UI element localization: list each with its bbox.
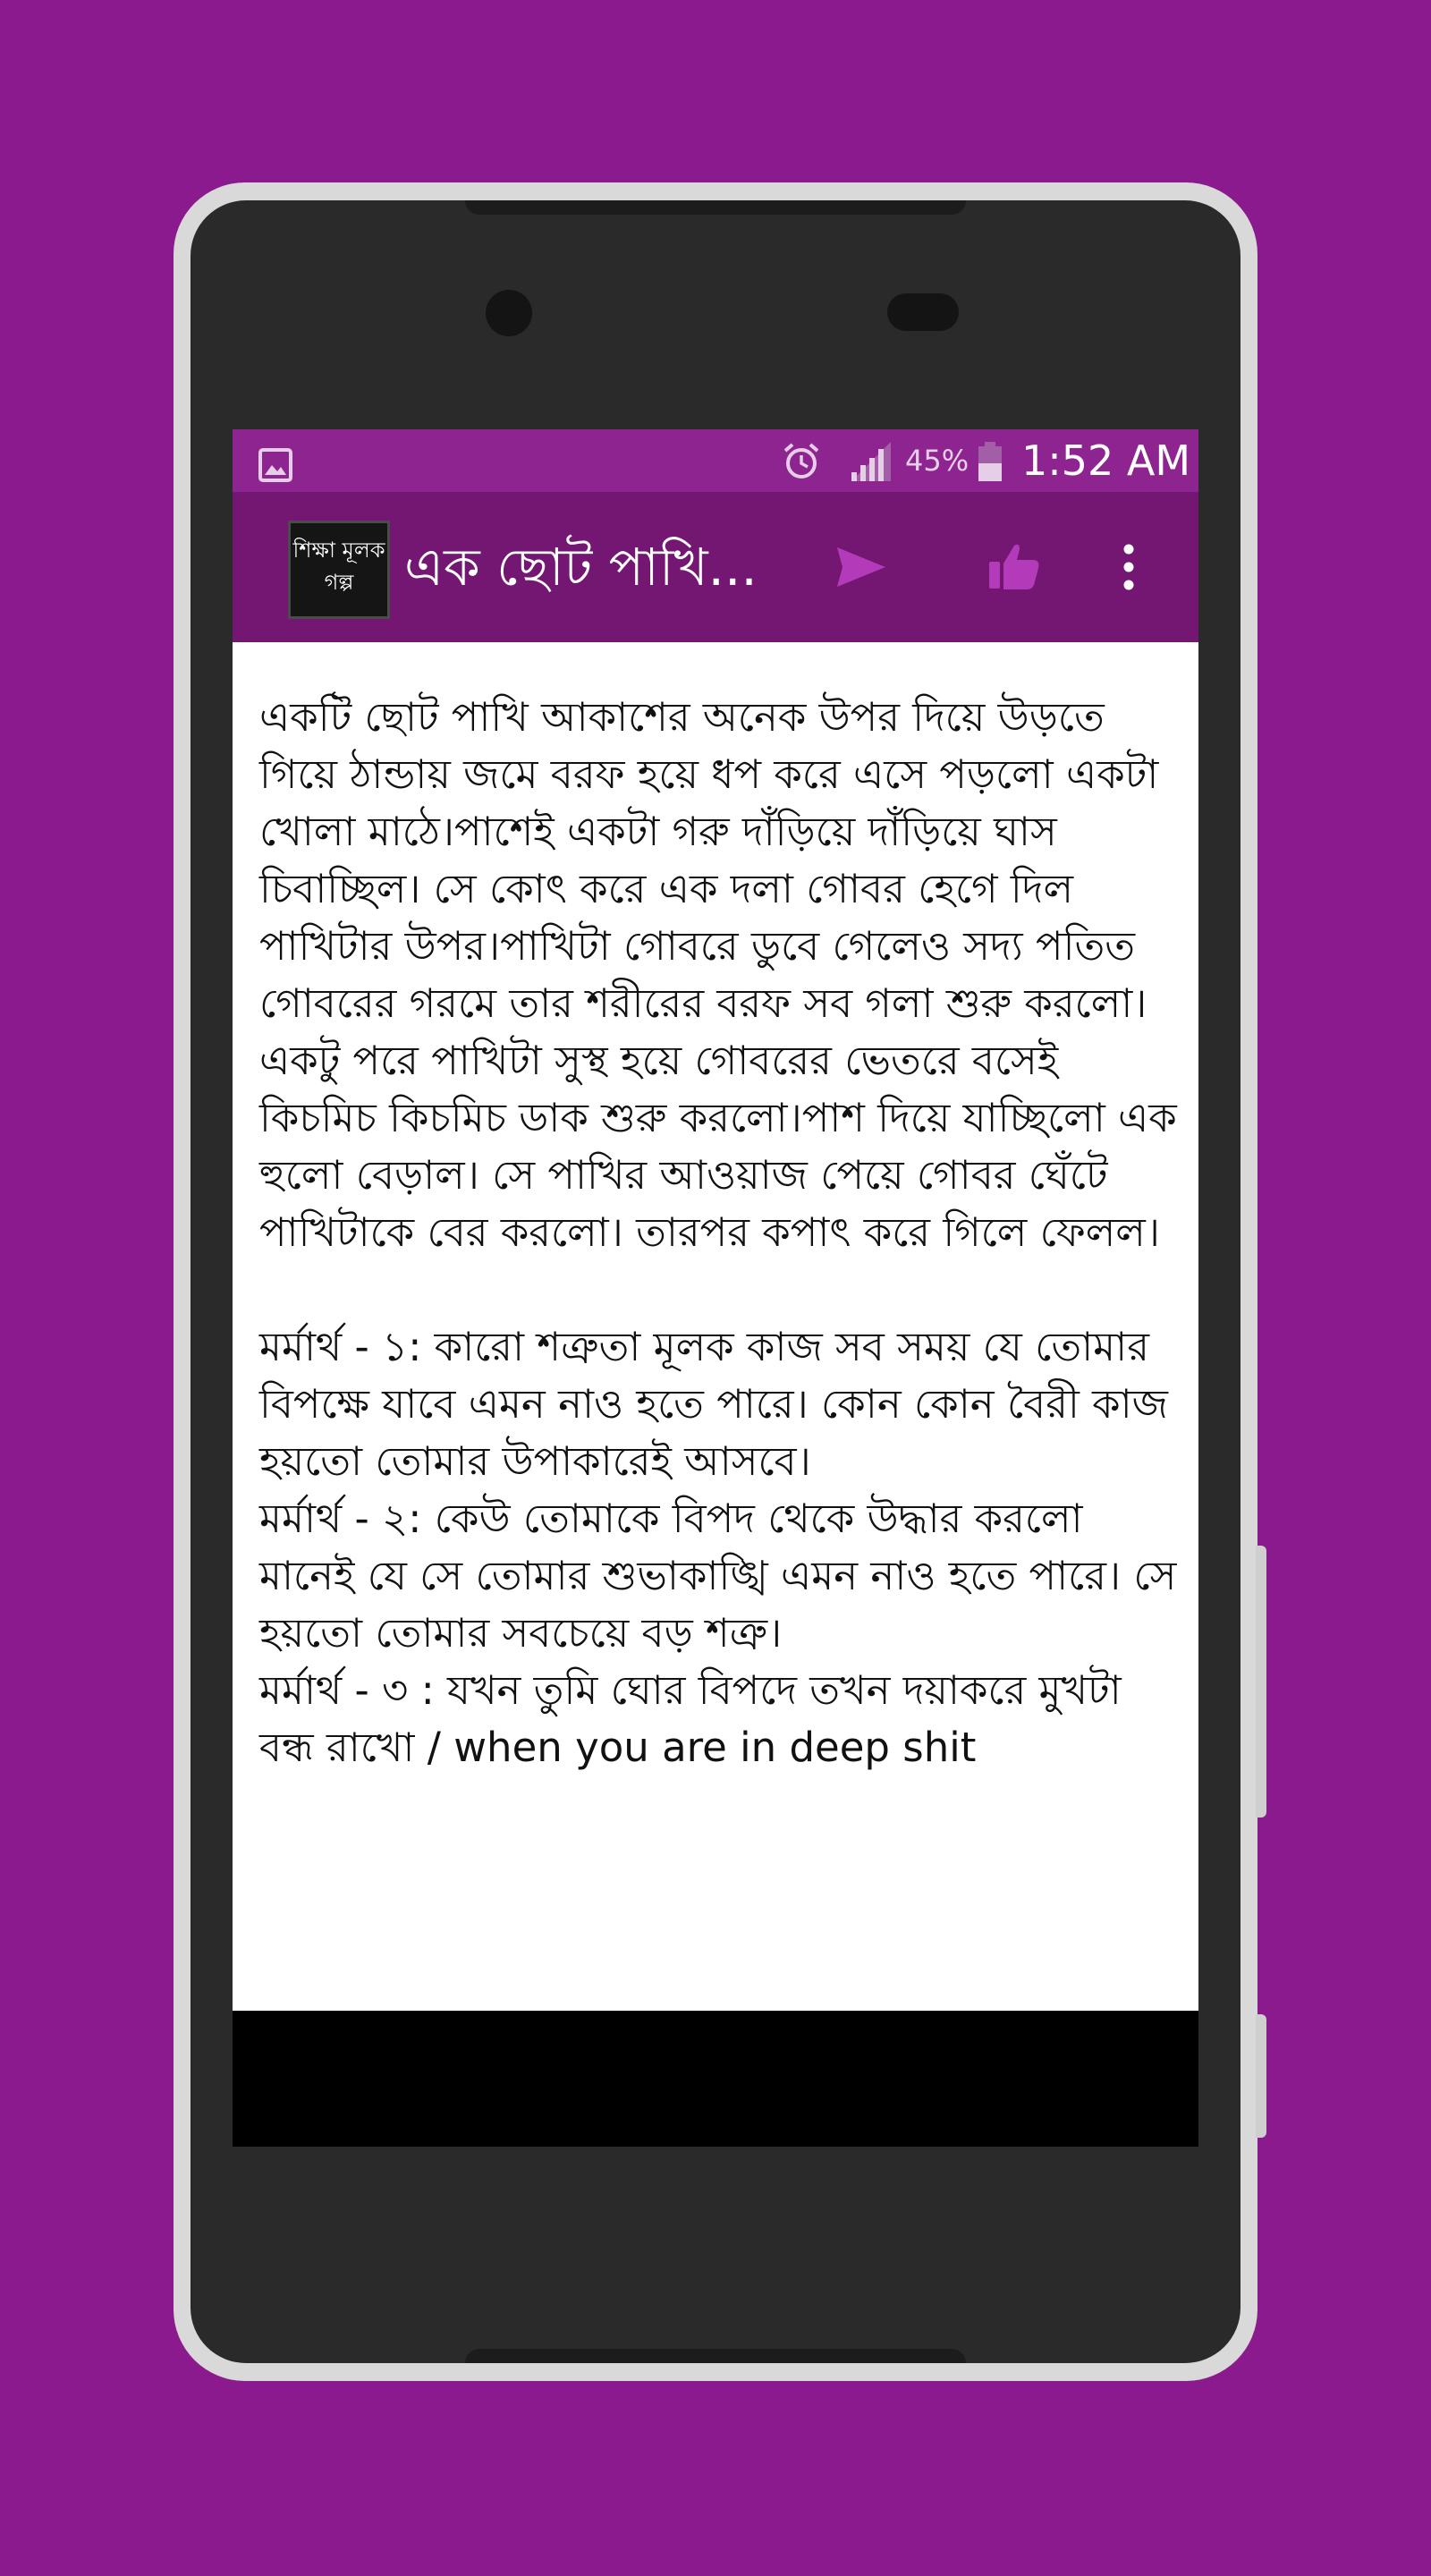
paragraph-spacer — [259, 1261, 1181, 1318]
send-icon[interactable] — [830, 537, 891, 597]
moral-2: মর্মার্থ - ২: কেউ তোমাকে বিপদ থেকে উদ্ধার করলো মানেই যে সে তোমার শুভাকাঙ্খি এমন নাও হতে পারে। সে হয়তো তোমার সবচেয়ে বড় শত্রু। — [259, 1495, 1177, 1657]
story-paragraph: একটি ছোট পাখি আকাশের অনেক উপর দিয়ে উড়তে গিয়ে ঠান্ডায় জমে বরফ হয়ে ধপ করে এসে পড়লো একটা খোলা মাঠে।পাশেই একটা গরু দাঁড়িয়ে দাঁড়িয়ে ঘাস চিবাচ্ছিল। সে কোৎ করে এক দলা গোবর হেগে দিল পাখিটার উপর।পাখিটা গোবরে ডুবে গেলেও সদ্য পতিত গোবরের গরমে তার শরীরের বরফ সব গলা শুরু করলো।একটু পরে পাখিটা সুস্থ হয়ে গোবরের ভেতরে বসেই কিচমিচ কিচমিচ ডাক শুরু করলো।পাশ দিয়ে যাচ্ছিলো এক হুলো বেড়াল। সে পাখির আওয়াজ পেয়ে গোবর ঘেঁটে পাখিটাকে বের করলো। তারপর কপাৎ করে গিলে ফেলল। — [259, 693, 1177, 1256]
status-bar — [233, 429, 1198, 492]
more-vert-icon[interactable] — [1111, 537, 1147, 597]
battery-icon — [977, 440, 1003, 483]
thumbs-up-icon[interactable] — [984, 537, 1045, 597]
navigation-bar — [233, 2011, 1198, 2147]
logo-text-line2: গল্প — [324, 570, 354, 595]
story-content[interactable] — [233, 642, 1198, 2011]
phone-bottom-notch — [465, 2349, 966, 2363]
moral-1: মর্মার্থ - ১: কারো শত্রুতা মূলক কাজ সব সময় যে তোমার বিপক্ষে যাবে এমন নাও হতে পারে। কোন কোন বৈরী কাজ হয়তো তোমার উপাকারেই আসবে। — [259, 1323, 1168, 1485]
alarm-icon — [780, 440, 823, 483]
earpiece-speaker — [887, 293, 959, 331]
phone-screen — [233, 429, 1198, 2147]
logo-text-line1: শিক্ষা মূলক — [292, 538, 385, 563]
volume-button — [1256, 1546, 1266, 1818]
page-title: এক ছোট পাখি... — [404, 537, 758, 597]
app-toolbar — [233, 492, 1198, 642]
moral-3: মর্মার্থ - ৩ : যখন তুমি ঘোর বিপদে তখন দয়াকরে মুখটা বন্ধ রাখো / when you are in deep shit — [259, 1666, 1122, 1771]
power-button — [1256, 2014, 1266, 2138]
battery-percent: 45% — [905, 444, 970, 478]
image-icon — [258, 447, 293, 483]
app-logo[interactable] — [288, 521, 390, 619]
front-camera — [486, 290, 532, 336]
signal-icon — [848, 440, 894, 483]
status-time: 1:52 AM — [1021, 436, 1191, 485]
story-text — [259, 689, 1181, 1776]
phone-top-notch — [465, 200, 966, 215]
